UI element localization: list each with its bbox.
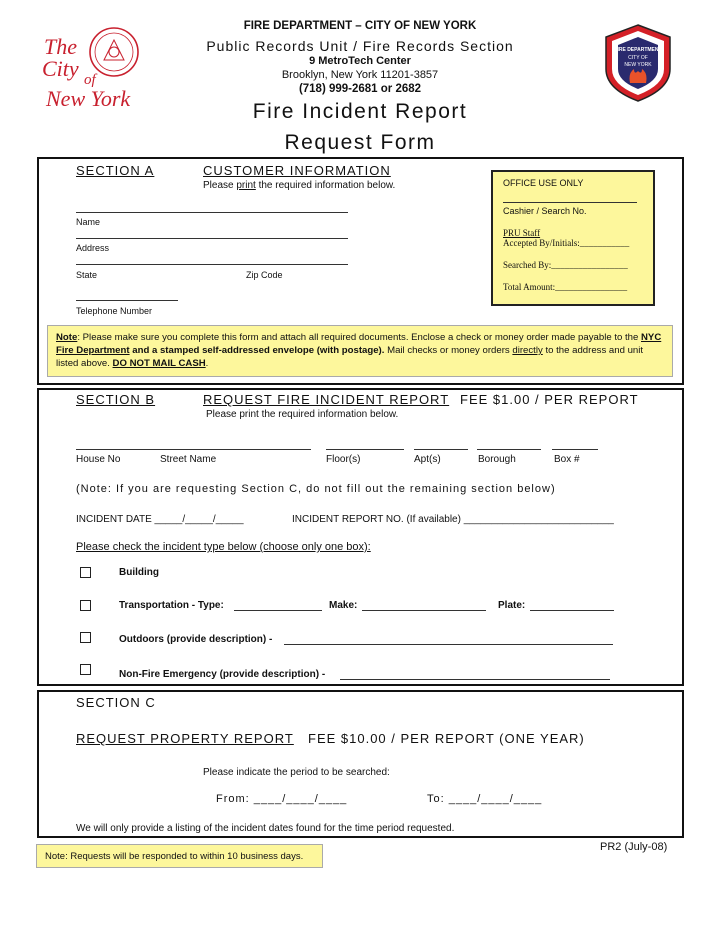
section-b-title: REQUEST FIRE INCIDENT REPORT [203,392,450,407]
section-c-title: REQUEST PROPERTY REPORT [76,731,294,746]
state-zip-input-line[interactable] [76,264,348,265]
phone-input-line[interactable] [76,300,178,301]
header-department: FIRE DEPARTMENT – CITY OF NEW YORK [243,20,477,32]
street-name-label: Street Name [160,454,217,465]
office-use-only-box [491,170,655,306]
outdoors-label: Outdoors (provide description) - [119,634,273,645]
section-b-instruction: Please print the required information below. [206,409,399,420]
transportation-type-input-line[interactable] [234,610,322,611]
searched-by-field[interactable]: Searched By:_________________ [503,260,628,270]
section-a-instruction: Please print the required information below. [203,180,396,191]
header-phone: (718) 999-2681 or 2682 [298,83,422,95]
name-label: Name [76,217,101,227]
total-amount-field[interactable]: Total Amount:________________ [503,282,628,292]
phone-label: Telephone Number [76,306,153,316]
make-label: Make: [329,600,358,611]
fdny-logo-text1: FIRE DEPARTMENT [614,47,662,53]
nyc-logo-the: The [44,34,77,59]
nyc-logo-new-york: New York [46,86,131,111]
transportation-label: Transportation - Type: [119,600,224,611]
office-title-line [503,202,637,203]
non-fire-emergency-label: Non-Fire Emergency (provide description) - [119,669,326,680]
section-c-label: SECTION C [76,695,156,710]
outdoors-description-input-line[interactable] [284,644,613,645]
form-title: Fire Incident Report [252,100,468,123]
borough-input-line[interactable] [477,449,541,450]
section-c-box [37,690,684,838]
plate-input-line[interactable] [530,610,614,611]
form-number: PR2 (July-08) [600,841,668,853]
borough-label: Borough [478,454,516,465]
section-a-title: CUSTOMER INFORMATION [203,163,391,178]
house-no-label: House No [76,454,121,465]
search-to-date-field[interactable]: To: ____/____/____ [427,793,543,805]
make-input-line[interactable] [362,610,486,611]
fdny-logo-text2: CITY OF [628,55,648,61]
box-label: Box # [554,454,580,465]
name-input-line[interactable] [76,212,348,213]
search-from-date-field[interactable]: From: ____/____/____ [216,793,348,805]
header-address1: 9 MetroTech Center [309,55,411,67]
section-c-footer: We will only provide a listing of the incident dates found for the time period requested. [76,823,455,834]
section-c-instruction: Please indicate the period to be searched: [203,767,390,778]
apt-input-line[interactable] [414,449,468,450]
building-checkbox[interactable] [80,567,91,578]
outdoors-checkbox[interactable] [80,632,91,643]
nyc-logo-of: of [84,72,96,88]
incident-report-no-field[interactable]: INCIDENT REPORT NO. (If available) ___________________________ [292,514,614,525]
section-b-note: (Note: If you are requesting Section C, do not fill out the remaining section below) [76,483,556,495]
address-input-line[interactable] [76,238,348,239]
box-input-line[interactable] [552,449,598,450]
section-b-label: SECTION B [76,392,156,407]
non-fire-emergency-checkbox[interactable] [80,664,91,675]
incident-date-field[interactable]: INCIDENT DATE _____/_____/_____ [76,514,244,525]
non-fire-description-input-line[interactable] [340,679,610,680]
pru-staff-label: PRU Staff [503,228,541,238]
apt-label: Apt(s) [414,454,441,465]
incident-type-instruction: Please check the incident type below (choose only one box): [76,541,371,553]
accepted-by-field[interactable]: Accepted By/Initials:___________ [503,238,630,248]
section-c-fee: FEE $10.00 / PER REPORT (ONE YEAR) [308,731,585,746]
floor-input-line[interactable] [326,449,404,450]
plate-label: Plate: [498,600,526,611]
address-label: Address [76,243,110,253]
fdny-logo-text3: NEW YORK [624,62,652,68]
transportation-checkbox[interactable] [80,600,91,611]
form-subtitle: Request Form [284,131,436,154]
header-address2: Brooklyn, New York 11201-3857 [281,69,439,81]
header-unit: Public Records Unit / Fire Records Section [206,38,514,54]
zip-label: Zip Code [246,270,283,280]
cashier-label: Cashier / Search No. [503,206,587,216]
response-time-note: Note: Requests will be responded to within 10 business days. [36,844,323,868]
state-label: State [76,270,98,280]
section-a-label: SECTION A [76,163,155,178]
floor-label: Floor(s) [326,454,361,465]
office-title: OFFICE USE ONLY [503,178,584,188]
house-street-input-line[interactable] [76,449,311,450]
section-b-fee: FEE $1.00 / PER REPORT [460,392,639,407]
section-a-note: Note: Please make sure you complete this form and attach all required documents. Enclose a check or money order made payable to the NYC Fire Department and a stamped self-addressed envelope (with postage). Mail checks or money orders directly to the address and unit listed above. DO NOT MAIL CASH. [47,325,673,377]
nyc-logo-city: City [42,56,79,81]
building-label: Building [119,567,159,578]
